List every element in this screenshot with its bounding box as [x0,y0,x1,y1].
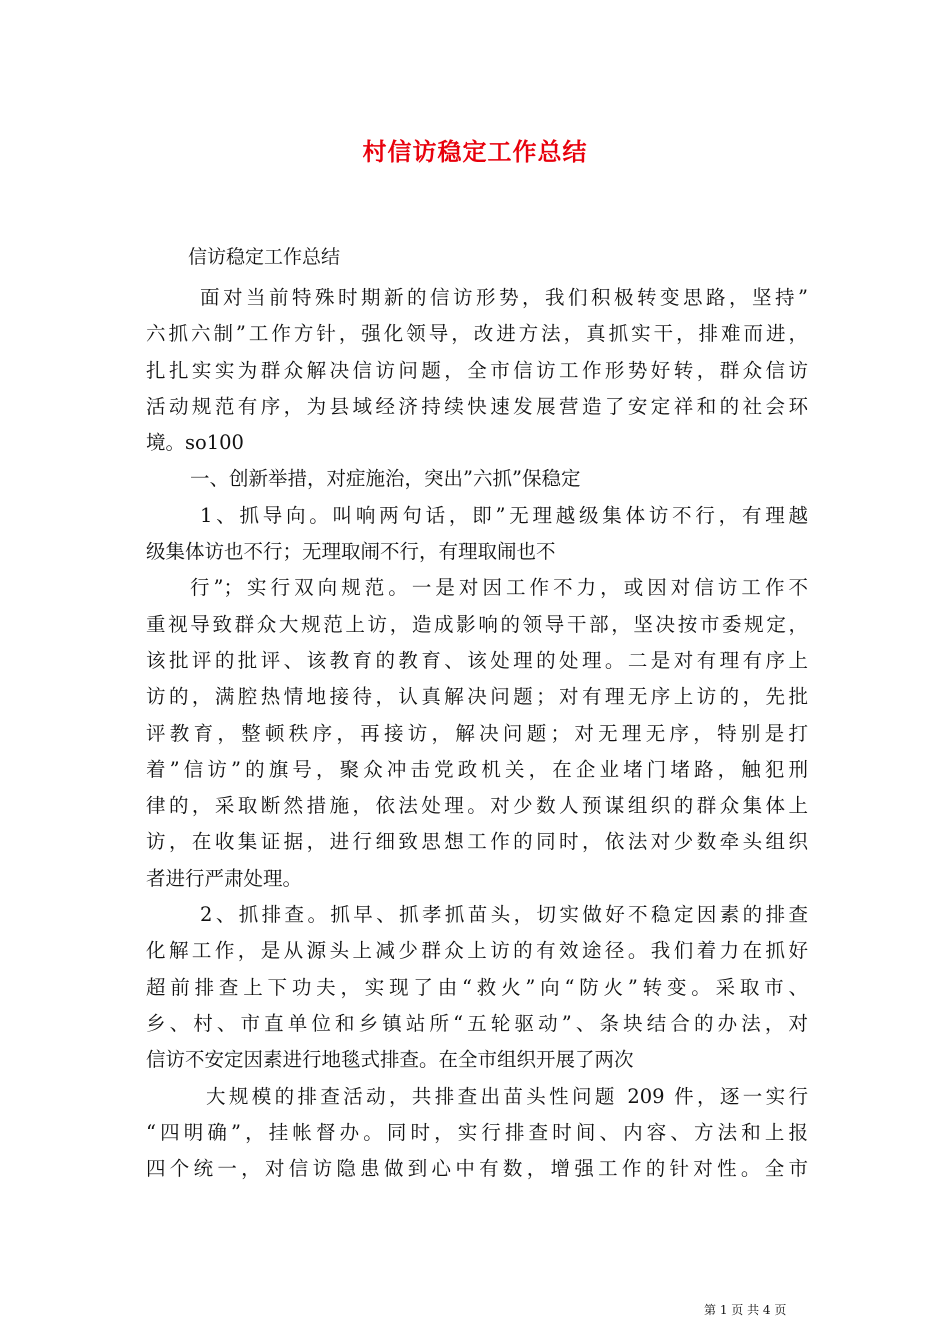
body-line: 评教育，整顿秩序，再接访，解决问题；对无理无序，特别是打 [146,721,808,745]
body-line: 信访不安定因素进行地毯式排查。在全市组织开展了两次 [146,1048,634,1072]
body-line: “四明确”，挂帐督办。同时，实行排查时间、内容、方法和上报 [146,1120,808,1144]
body-line: 四个统一，对信访隐患做到心中有数，增强工作的针对性。全市 [146,1157,808,1181]
body-line: 大规模的排查活动，共排查出苗头性问题 209 件，逐一实行 [206,1084,808,1108]
body-line: 访的，满腔热情地接待，认真解决问题；对有理无序上访的，先批 [146,685,808,709]
body-line: 六抓六制”工作方针，强化领导，改进方法，真抓实干，排难而进， [146,322,808,346]
body-line: 一、创新举措，对症施治，突出”六抓”保稳定 [190,467,581,491]
body-line: 超前排查上下功夫，实现了由“救火”向“防火”转变。采取市、 [146,975,808,999]
body-line: 级集体访也不行；无理取闹不行，有理取闹也不 [146,540,556,564]
body-line: 化解工作，是从源头上减少群众上访的有效途径。我们着力在抓好 [146,939,808,963]
page-number: 第 1 页 共 4 页 [704,1303,787,1317]
body-line: 活动规范有序，为县域经济持续快速发展营造了安定祥和的社会环 [146,394,808,418]
body-line: 扎扎实实为群众解决信访问题，全市信访工作形势好转，群众信访 [146,358,808,382]
body-line: 律的，采取断然措施，依法处理。对少数人预谋组织的群众集体上 [146,794,808,818]
body-line: 该批评的批评、该教育的教育、该处理的处理。二是对有理有序上 [146,648,808,672]
body-line: 重视导致群众大规范上访，造成影响的领导干部，坚决按市委规定， [146,612,808,636]
body-line: 者进行严肃处理。 [146,866,303,890]
body-line: 境。so100 [146,431,244,455]
body-line: 行”；实行双向规范。一是对因工作不力，或因对信访工作不 [190,576,808,600]
body-line: 1、抓导向。叫响两句话，即”无理越级集体访不行，有理越 [200,503,808,527]
page-title: 村信访稳定工作总结 [362,137,588,166]
document-body [146,280,808,1187]
body-line: 2、抓排查。抓早、抓孝抓苗头，切实做好不稳定因素的排查 [200,903,808,927]
body-line: 着”信访”的旗号，聚众冲击党政机关，在企业堵门堵路，触犯刑 [146,757,808,781]
document-subtitle: 信访稳定工作总结 [188,246,341,268]
body-line: 面对当前特殊时期新的信访形势，我们积极转变思路，坚持” [200,286,808,309]
body-line: 访，在收集证据，进行细致思想工作的同时，依法对少数牵头组织 [146,830,808,854]
body-line: 乡、村、市直单位和乡镇站所“五轮驱动”、条块结合的办法，对 [146,1011,808,1035]
